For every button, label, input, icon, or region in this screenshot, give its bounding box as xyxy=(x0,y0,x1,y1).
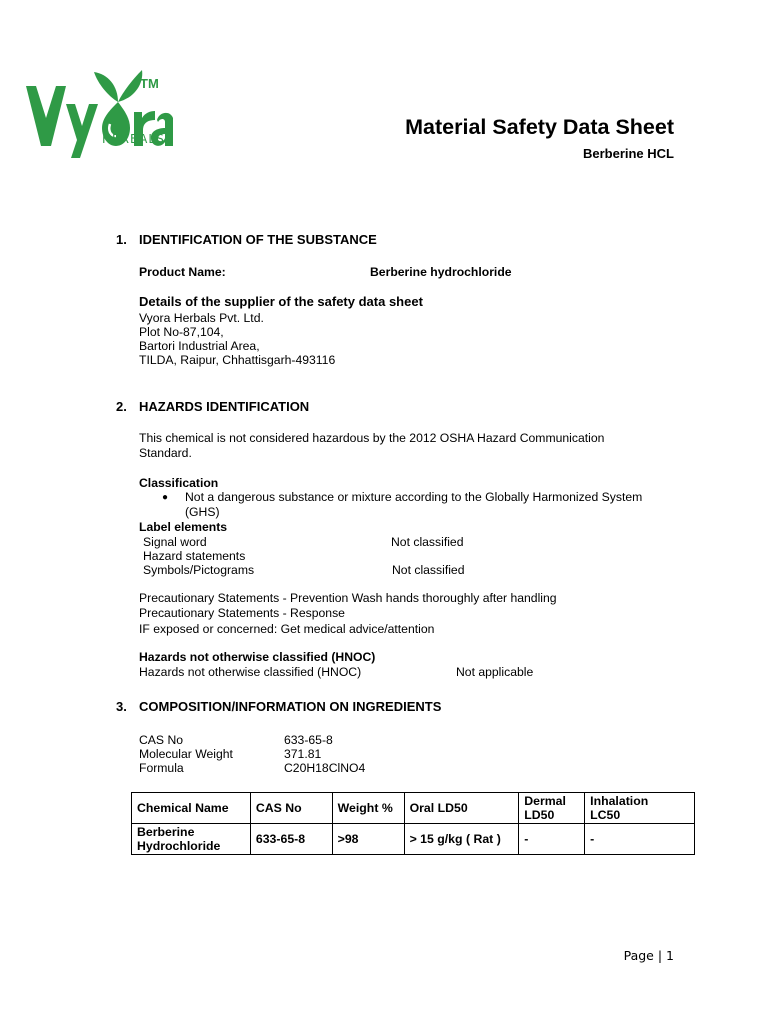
table-row xyxy=(132,824,695,855)
formula-label: Formula xyxy=(139,761,184,775)
page-number: 1 xyxy=(666,948,674,963)
product-name-value: Berberine hydrochloride xyxy=(370,265,512,279)
supplier-line: Plot No-87,104, xyxy=(139,325,224,339)
supplier-heading: Details of the supplier of the safety data sheet xyxy=(139,294,423,309)
hazard-intro-line: This chemical is not considered hazardous by the 2012 OSHA Hazard Communication xyxy=(139,431,605,445)
header-cas-no: CAS No xyxy=(250,793,332,824)
supplier-line: Bartori Industrial Area, xyxy=(139,339,260,353)
page-footer xyxy=(624,948,674,963)
hazard-intro-line: Standard. xyxy=(139,446,192,460)
header-dermal-ld50: Dermal LD50 xyxy=(519,793,585,824)
header-weight: Weight % xyxy=(332,793,404,824)
logo-subtext: HERBALS xyxy=(102,132,165,146)
precaution-line: IF exposed or concerned: Get medical advice/attention xyxy=(139,622,435,636)
vyora-herbals-logo xyxy=(24,62,174,158)
cas-label: CAS No xyxy=(139,733,184,747)
hazard-statements-label: Hazard statements xyxy=(143,549,246,563)
cell-inhalation-lc50: - xyxy=(585,824,695,855)
trademark-mark: TM xyxy=(140,76,159,91)
classification-text: (GHS) xyxy=(185,505,220,519)
cell-oral-ld50: > 15 g/kg ( Rat ) xyxy=(404,824,519,855)
precaution-line: Precautionary Statements - Response xyxy=(139,606,345,620)
signal-word-value: Not classified xyxy=(391,535,464,549)
classification-heading: Classification xyxy=(139,476,219,490)
header-inhalation-lc50: Inhalation LC50 xyxy=(585,793,695,824)
formula-value: C20H18ClNO4 xyxy=(284,761,366,775)
symbols-label: Symbols/Pictograms xyxy=(143,563,255,577)
cell-dermal-ld50: - xyxy=(519,824,585,855)
cas-value: 633-65-8 xyxy=(284,733,333,747)
page-label: Page xyxy=(623,948,654,963)
precaution-line: Precautionary Statements - Prevention Wash hands thoroughly after handling xyxy=(139,591,557,605)
hnoc-heading: Hazards not otherwise classified (HNOC) xyxy=(139,650,376,664)
cell-chemical-name: Berberine Hydrochloride xyxy=(132,824,251,855)
molecular-weight-value: 371.81 xyxy=(284,747,322,761)
product-name-label: Product Name: xyxy=(139,265,226,279)
classification-text: Not a dangerous substance or mixture according to the Globally Harmonized System xyxy=(185,490,643,504)
signal-word-label: Signal word xyxy=(143,535,207,549)
molecular-weight-label: Molecular Weight xyxy=(139,747,233,761)
document-title: Material Safety Data Sheet xyxy=(405,115,674,139)
symbols-value: Not classified xyxy=(392,563,465,577)
hnoc-value: Not applicable xyxy=(456,665,534,679)
label-elements-heading: Label elements xyxy=(139,520,228,534)
cell-cas-no: 633-65-8 xyxy=(250,824,332,855)
page-separator: | xyxy=(657,948,663,963)
supplier-line: TILDA, Raipur, Chhattisgarh-493116 xyxy=(139,353,336,367)
bullet-icon: ● xyxy=(162,492,169,503)
table-header-row xyxy=(132,793,695,824)
cell-weight: >98 xyxy=(332,824,404,855)
header-oral-ld50: Oral LD50 xyxy=(404,793,519,824)
document-subtitle: Berberine HCL xyxy=(582,146,674,161)
ingredients-table xyxy=(131,792,695,855)
hnoc-label: Hazards not otherwise classified (HNOC) xyxy=(139,665,362,679)
header-chemical-name: Chemical Name xyxy=(132,793,251,824)
supplier-line: Vyora Herbals Pvt. Ltd. xyxy=(139,311,264,325)
